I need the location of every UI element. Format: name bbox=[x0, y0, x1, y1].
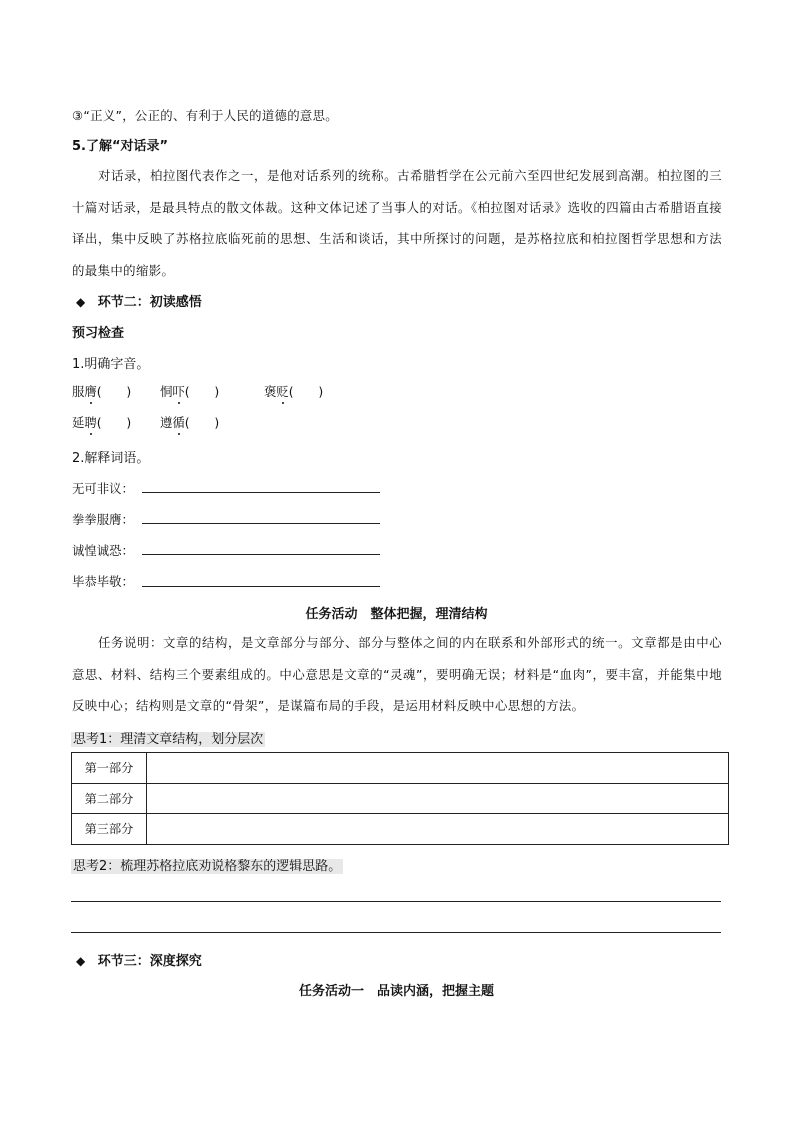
table-answer-cell[interactable] bbox=[147, 814, 729, 845]
term-answer-line[interactable] bbox=[142, 554, 380, 555]
phase-2-title: 环节二：初读感悟 bbox=[97, 295, 202, 310]
answer-line[interactable] bbox=[71, 932, 721, 933]
term-answer-line[interactable] bbox=[142, 586, 380, 587]
term-label: 诚惶诚恐： bbox=[72, 543, 134, 558]
table-row bbox=[72, 783, 729, 814]
structure-table bbox=[71, 752, 729, 845]
phase-2-heading bbox=[76, 291, 202, 310]
table-row bbox=[72, 814, 729, 845]
question-2-label: 2.解释词语。 bbox=[72, 451, 150, 466]
task-1-title: 任务活动一 品读内涵，把握主题 bbox=[298, 984, 494, 999]
table-answer-cell[interactable] bbox=[147, 783, 729, 814]
pinyin-item: 遵循( ) bbox=[160, 415, 220, 430]
pinyin-item: 延聘( ) bbox=[72, 415, 132, 430]
think-1-prompt: 思考1：理清文章结构，划分层次 bbox=[73, 732, 264, 747]
pinyin-item: 恫吓( ) bbox=[160, 384, 220, 399]
term-label: 无可非议： bbox=[72, 481, 134, 496]
answer-line[interactable] bbox=[71, 901, 721, 902]
term-answer-line[interactable] bbox=[142, 492, 380, 493]
task-title: 任务活动 整体把握，理清结构 bbox=[305, 607, 488, 622]
table-row-label: 第一部分 bbox=[72, 753, 147, 784]
question-1-label: 1.明确字音。 bbox=[72, 357, 150, 372]
table-answer-cell[interactable] bbox=[147, 753, 729, 784]
task-description: 任务说明：文章的结构，是文章部分与部分、部分与整体之间的内在联系和外部形式的统一。文章都是由中心意思、材料、结构三个要素组成的。中心意思是文章的“灵魂”，要明确无误；材料是“血肉”，要丰富，并能集中地反映中心；结构则是文章的“骨架”，是谋篇布局的手段，是运用材料反映中心思想的方法。 bbox=[72, 635, 722, 713]
section-5-heading: 5.了解“对话录” bbox=[72, 139, 169, 154]
table-row-label: 第二部分 bbox=[72, 783, 147, 814]
section-5-paragraph: 对话录，柏拉图代表作之一，是他对话系列的统称。古希腊哲学在公元前六至四世纪发展到高潮。柏拉图的三十篇对话录，是最具特点的散文体裁。这种文体记述了当事人的对话。《柏拉图对话录》选收的四篇由古希腊语直接译出，集中反映了苏格拉底临死前的思想、生活和谈话，其中所探讨的问题，是苏格拉底和柏拉图哲学思想和方法的最集中的缩影。 bbox=[72, 168, 722, 278]
phase-3-title: 环节三：深度探究 bbox=[97, 954, 202, 969]
think-2-prompt: 思考2：梳理苏格拉底劝说格黎东的逻辑思路。 bbox=[73, 859, 342, 874]
table-row bbox=[72, 753, 729, 784]
term-label: 毕恭毕敬： bbox=[72, 574, 134, 589]
pinyin-item: 褒贬( ) bbox=[264, 384, 324, 399]
preview-heading: 预习检查 bbox=[72, 326, 125, 341]
diamond-bullet-icon: ◆ bbox=[76, 295, 86, 309]
term-answer-line[interactable] bbox=[142, 523, 380, 524]
item-3-text: ③“正义”，公正的、有利于人民的道德的意思。 bbox=[72, 108, 338, 123]
table-row-label: 第三部分 bbox=[72, 814, 147, 845]
pinyin-item: 服膺( ) bbox=[72, 384, 132, 399]
term-label: 拳拳服膺： bbox=[72, 512, 134, 527]
diamond-bullet-icon: ◆ bbox=[76, 954, 86, 968]
phase-3-heading bbox=[76, 950, 202, 969]
